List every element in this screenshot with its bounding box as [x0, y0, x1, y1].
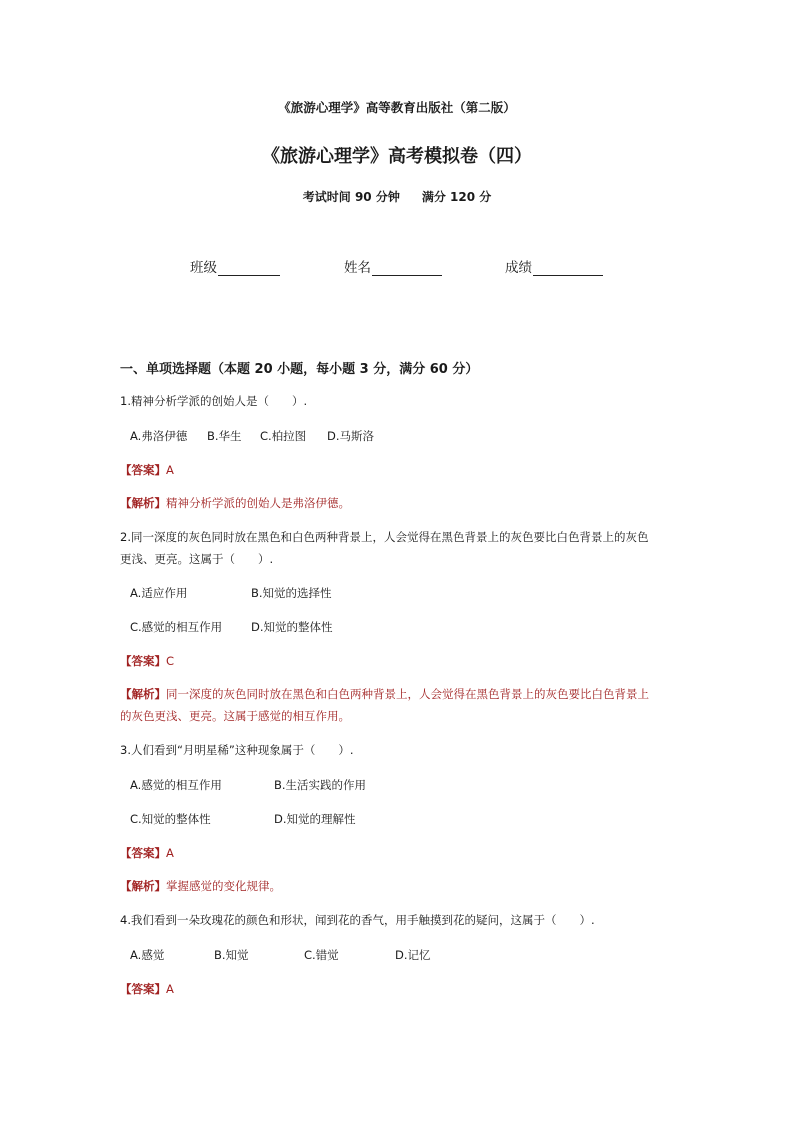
analysis-tag: 【解析】 — [120, 496, 166, 510]
answer-tag: 【答案】 — [120, 846, 166, 860]
name-blank — [372, 261, 442, 276]
q4-option-a: A.感觉 — [130, 948, 165, 962]
question-2-stem-line2: 更浅、更亮。这属于（ ）. — [120, 552, 274, 566]
q3-option-c: C.知觉的整体性 — [130, 812, 211, 826]
q1-analysis — [120, 492, 350, 514]
answer-tag: 【答案】 — [120, 654, 166, 668]
name-field — [344, 256, 442, 276]
q2-option-b: B.知觉的选择性 — [251, 586, 332, 600]
question-2-stem-line1: 2.同一深度的灰色同时放在黑色和白色两种背景上，人会觉得在黑色背景上的灰色要比白色背景上的灰色 — [120, 530, 649, 544]
q2-option-c: C.感觉的相互作用 — [130, 620, 223, 634]
q2-answer — [120, 653, 174, 669]
page-title: 《旅游心理学》高考模拟卷（四） — [262, 146, 532, 167]
exam-time: 考试时间 90 分钟 — [302, 190, 400, 204]
answer-value: A — [166, 846, 174, 860]
question-3-stem: 3.人们看到“月明星稀”这种现象属于（ ）. — [120, 743, 354, 757]
score-label: 成绩 — [505, 260, 532, 276]
question-1-stem: 1.精神分析学派的创始人是（ ）. — [120, 394, 308, 408]
analysis-tag: 【解析】 — [120, 879, 166, 893]
analysis-text: 掌握感觉的变化规律。 — [166, 879, 281, 893]
q3-option-b: B.生活实践的作用 — [274, 778, 367, 792]
q3-option-d: D.知觉的理解性 — [274, 812, 356, 826]
score-field — [505, 256, 603, 276]
answer-tag: 【答案】 — [120, 463, 166, 477]
full-score: 满分 120 分 — [421, 190, 492, 204]
q4-option-b: B.知觉 — [214, 948, 249, 962]
q1-option-d: D.马斯洛 — [327, 429, 375, 443]
answer-value: A — [166, 982, 174, 996]
q2-analysis-line2: 的灰色更浅、更亮。这属于感觉的相互作用。 — [120, 709, 350, 723]
analysis-text: 精神分析学派的创始人是弗洛伊德。 — [166, 496, 350, 510]
answer-value: A — [166, 463, 174, 477]
name-label: 姓名 — [344, 260, 371, 276]
class-label: 班级 — [190, 260, 217, 276]
q2-option-a: A.适应作用 — [130, 586, 188, 600]
q1-answer — [120, 462, 174, 478]
q2-analysis-line1 — [120, 683, 649, 705]
q3-option-a: A.感觉的相互作用 — [130, 778, 222, 792]
analysis-tag: 【解析】 — [120, 687, 166, 701]
q3-answer — [120, 845, 174, 861]
q4-option-c: C.错觉 — [304, 948, 339, 962]
q3-analysis — [120, 875, 281, 897]
answer-value: C — [166, 654, 175, 668]
class-blank — [218, 261, 280, 276]
q1-option-b: B.华生 — [207, 429, 242, 443]
q2-option-d: D.知觉的整体性 — [251, 620, 333, 634]
section-heading: 一、单项选择题（本题 20 小题，每小题 3 分，满分 60 分） — [120, 362, 479, 377]
question-4-stem: 4.我们看到一朵玫瑰花的颜色和形状，闻到花的香气，用手触摸到花的疑问，这属于（ ）. — [120, 913, 595, 927]
q1-option-c: C.柏拉图 — [260, 429, 307, 443]
publisher-line: 《旅游心理学》高等教育出版社（第二版） — [278, 100, 516, 115]
q4-answer — [120, 981, 174, 997]
class-field — [190, 256, 280, 276]
q1-option-a: A.弗洛伊德 — [130, 429, 188, 443]
answer-tag: 【答案】 — [120, 982, 166, 996]
analysis-text: 同一深度的灰色同时放在黑色和白色两种背景上，人会觉得在黑色背景上的灰色要比白色背景上 — [166, 687, 649, 701]
exam-info — [0, 188, 794, 205]
q4-option-d: D.记忆 — [395, 948, 431, 962]
score-blank — [533, 261, 603, 276]
